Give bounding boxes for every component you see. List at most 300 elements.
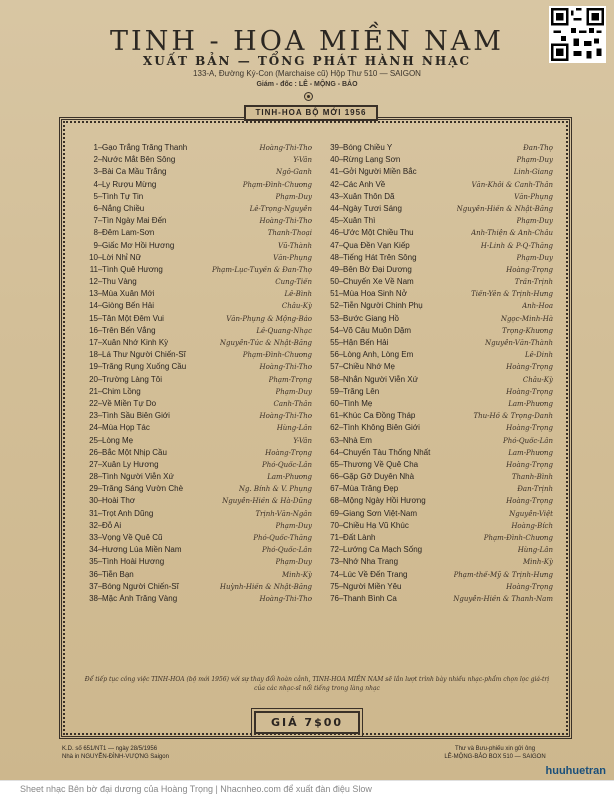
- song-list-item: [84, 570, 312, 582]
- song-list-item: [84, 167, 312, 179]
- song-title: Lá Thư Người Chiến-Sĩ: [102, 350, 186, 360]
- song-author: Hùng-Lân: [517, 546, 553, 555]
- song-list-item: [84, 533, 312, 545]
- song-author: Phó-Quốc-Lân: [503, 436, 553, 445]
- song-title: Gạo Trắng Trăng Thanh: [102, 143, 188, 152]
- song-title: Lướng Ca Mạch Sống: [343, 545, 423, 555]
- song-title: Tình Không Biên Giới: [343, 423, 420, 433]
- dash-separator: –: [339, 545, 344, 555]
- song-author: Phạm-Trọng: [268, 375, 312, 384]
- song-number: 44: [330, 203, 339, 213]
- song-number: 25: [89, 435, 98, 445]
- dash-separator: –: [98, 386, 103, 396]
- song-number: 58: [330, 374, 339, 384]
- song-list-item: [84, 180, 312, 192]
- song-number: 66: [330, 472, 339, 482]
- dash-separator: –: [339, 167, 344, 177]
- song-number: 21: [89, 386, 98, 396]
- song-number: 42: [330, 179, 339, 189]
- song-list-left: [84, 143, 312, 606]
- song-author: Tiến-Yên & Trịnh-Hưng: [471, 290, 553, 299]
- dash-separator: –: [98, 496, 103, 506]
- song-number: 41: [330, 167, 339, 177]
- song-author: Lê-Dinh: [524, 351, 553, 360]
- song-author: Nguyễn-Hiền & Hà-Dũng: [222, 497, 312, 506]
- song-author: Phạm-Duy: [516, 253, 553, 262]
- song-author: Nguyễn-Hiền & Nhật-Bằng: [456, 204, 553, 213]
- song-list-item: [325, 301, 553, 313]
- song-list-item: [325, 167, 553, 179]
- song-number: 52: [330, 301, 339, 311]
- song-number: 27: [89, 459, 98, 469]
- song-title: Đất Lành: [343, 533, 376, 542]
- song-author: Anh-Thiện & Anh-Châu: [471, 229, 553, 238]
- song-title: Mùa Trăng Đẹp: [343, 484, 399, 494]
- dash-separator: –: [339, 447, 344, 457]
- song-author: Vũ-Thành: [277, 241, 312, 250]
- song-title: Bóng Chiều Y: [343, 143, 393, 152]
- song-number: 74: [330, 569, 339, 579]
- song-author: Hoàng-Thi-Thơ: [259, 412, 312, 421]
- song-number: 68: [330, 496, 339, 506]
- song-author: Y-Vân: [293, 436, 312, 445]
- song-number: 18: [89, 350, 98, 360]
- song-list-item: [325, 570, 553, 582]
- dash-separator: –: [339, 252, 344, 262]
- song-title: Giang Sơn Việt-Nam: [343, 508, 418, 518]
- dash-separator: –: [339, 386, 344, 396]
- song-list-item: [84, 411, 312, 423]
- song-list-item: [325, 460, 553, 472]
- song-number: 1: [93, 143, 98, 152]
- song-title: Bóng Người Chiến-Sĩ: [102, 581, 179, 591]
- song-author: Lam-Phương: [267, 473, 312, 482]
- song-number: 55: [330, 338, 339, 347]
- song-author: Văn-Phụng & Mộng-Bảo: [226, 314, 312, 323]
- song-author: Phó-Quốc-Lân: [262, 460, 312, 469]
- dash-separator: –: [339, 216, 344, 226]
- song-author: Nguyễn-Hiền & Thanh-Nam: [453, 594, 553, 603]
- song-title: Chuyến Xe Về Nam: [343, 277, 414, 287]
- song-author: Hoàng-Trọng: [506, 424, 553, 433]
- song-number: 54: [330, 325, 339, 335]
- song-title: Khúc Ca Đồng Tháp: [343, 411, 416, 421]
- song-number: 12: [89, 277, 98, 287]
- publisher-notice: Để tiếp tục công việc TINH-HOA (bộ mới 1956) với sự thay đổi hoàn cảnh, TINH-HOA MIỀN NAM sẽ lần lượt trình bày nhiều nhạc-phẩm chọn lọc giá-trị của các nhạc-sĩ nổi tiếng trong làng nhạc: [84, 676, 550, 692]
- song-list-item: [84, 545, 312, 557]
- song-list-item: [325, 314, 553, 326]
- song-number: 53: [330, 313, 339, 323]
- dash-separator: –: [339, 557, 344, 567]
- dash-separator: –: [98, 264, 103, 274]
- song-title: Trọt Anh Dũng: [102, 508, 154, 518]
- dash-separator: –: [339, 264, 344, 274]
- license-info: [62, 745, 169, 761]
- song-title: Tình Tự Tin: [102, 191, 144, 201]
- song-author: Ngô-Ganh: [276, 168, 312, 177]
- song-title: Chiều Hạ Vũ Khúc: [343, 520, 409, 530]
- song-list-item: [325, 228, 553, 240]
- song-list-item: [84, 521, 312, 533]
- song-author: Huỳnh-Hiền & Nhật-Bằng: [219, 582, 312, 591]
- dash-separator: –: [339, 569, 344, 579]
- dash-separator: –: [339, 191, 344, 201]
- song-title: Chiều Nhớ Mẹ: [343, 362, 395, 372]
- song-number: 5: [93, 191, 98, 201]
- song-author: Văn-Phụng: [514, 192, 553, 201]
- song-number: 60: [330, 398, 339, 408]
- dash-separator: –: [339, 423, 344, 433]
- license-number: K.D. số 651/NT1 — ngày 28/5/1956: [62, 746, 158, 752]
- song-author: Hoàng-Thi-Thơ: [259, 363, 312, 372]
- dash-separator: –: [98, 301, 103, 311]
- song-number: 67: [330, 484, 339, 494]
- song-author: Hoàng-Thi-Thơ: [259, 144, 312, 152]
- song-author: Ngọc-Minh-Hà: [500, 314, 553, 323]
- song-number: 45: [330, 216, 339, 226]
- dash-separator: –: [98, 313, 103, 323]
- song-number: 49: [330, 264, 339, 274]
- song-number: 69: [330, 508, 339, 518]
- publisher-director: Giám - đốc : LÊ - MỘNG - BẢO: [256, 81, 358, 88]
- song-author: Châu-Kỳ: [281, 302, 312, 311]
- dash-separator: –: [98, 435, 103, 445]
- price-box: GIÁ 7$00: [254, 711, 360, 734]
- song-title: Thương Về Quê Cha: [343, 459, 419, 469]
- song-list-item: [84, 241, 312, 253]
- song-list-item: [84, 484, 312, 496]
- dash-separator: –: [98, 179, 103, 189]
- dash-separator: –: [339, 203, 344, 213]
- song-list-item: [84, 509, 312, 521]
- dash-separator: –: [98, 338, 103, 347]
- dash-separator: –: [339, 411, 344, 421]
- dash-separator: –: [339, 593, 344, 603]
- song-author: Thu-Hồ & Trọng-Danh: [473, 412, 553, 421]
- song-number: 35: [89, 557, 98, 567]
- song-list-item: [325, 545, 553, 557]
- song-author: Phạm-Duy: [275, 558, 312, 567]
- song-number: 19: [89, 362, 98, 372]
- dash-separator: –: [339, 484, 344, 494]
- song-list-item: [84, 448, 312, 460]
- dash-separator: –: [98, 228, 103, 238]
- song-title: Bắc Một Nhịp Cầu: [102, 447, 167, 457]
- song-title: Tình Người Viễn Xứ: [102, 472, 174, 482]
- song-number: 6: [93, 203, 98, 213]
- song-number: 32: [89, 520, 98, 530]
- dash-separator: –: [339, 581, 344, 591]
- song-number: 26: [89, 447, 98, 457]
- song-title: Thanh Bình Ca: [343, 593, 397, 603]
- song-number: 71: [330, 533, 339, 542]
- song-number: 39: [330, 143, 339, 152]
- contact-line: Thư và Bưu-phiếu xin gửi ông: [454, 746, 536, 752]
- song-number: 72: [330, 545, 339, 555]
- song-title: Nhà Em: [343, 435, 372, 445]
- song-list-item: [84, 496, 312, 508]
- song-list-item: [325, 277, 553, 289]
- song-number: 30: [89, 496, 98, 506]
- song-title: Mộng Ngày Hồi Hương: [343, 496, 426, 506]
- dash-separator: –: [98, 472, 103, 482]
- dash-separator: –: [98, 447, 103, 457]
- publisher-address: 133-A, Đường Ký-Con (Marchaise cũ) Hộp Thư 510 — SAIGON: [193, 69, 421, 78]
- dash-separator: –: [339, 179, 344, 189]
- song-author: Đan-Trịnh: [517, 485, 553, 494]
- song-title: Người Miền Yêu: [343, 581, 402, 591]
- song-author: Lê-Quang-Nhạc: [256, 326, 312, 335]
- song-title: Tân Một Đêm Vui: [102, 313, 164, 323]
- song-title: Tình Sầu Biên Giới: [102, 411, 170, 421]
- song-number: 22: [89, 398, 98, 408]
- dash-separator: –: [339, 228, 344, 238]
- song-list-item: [325, 582, 553, 594]
- publisher-title: TINH - HOA MIỀN NAM: [110, 26, 504, 57]
- song-number: 24: [89, 423, 98, 433]
- song-number: 75: [330, 581, 339, 591]
- song-title: Thu Vàng: [102, 277, 137, 287]
- song-list-item: [325, 265, 553, 277]
- dash-separator: –: [98, 398, 103, 408]
- song-number: 33: [89, 533, 98, 542]
- song-list-item: [84, 436, 312, 448]
- song-author: Thanh-Bình: [511, 473, 553, 482]
- dash-separator: –: [98, 520, 103, 530]
- song-title: Chuyến Tàu Thống Nhất: [343, 447, 431, 457]
- song-number: 7: [93, 216, 98, 226]
- song-author: Phó-Quốc-Lân: [262, 546, 312, 555]
- dash-separator: –: [339, 520, 344, 530]
- song-title: Trăng Lên: [343, 386, 380, 396]
- song-list-item: [325, 204, 553, 216]
- song-list-item: [84, 301, 312, 313]
- song-author: Hoàng-Trọng: [506, 497, 553, 506]
- song-author: Hoàng-Trọng: [506, 265, 553, 274]
- song-list-item: [84, 423, 312, 435]
- song-title: Đêm Lam-Sơn: [102, 228, 155, 238]
- dash-separator: –: [339, 435, 344, 445]
- song-number: 50: [330, 277, 339, 287]
- song-list-item: [84, 143, 312, 155]
- song-title: Xuân Thì: [343, 216, 376, 226]
- dash-separator: –: [98, 374, 103, 384]
- song-list-item: [325, 350, 553, 362]
- song-author: Cung-Tiến: [275, 278, 312, 287]
- song-list-item: [325, 399, 553, 411]
- song-list-item: [325, 594, 553, 606]
- dash-separator: –: [339, 472, 344, 482]
- song-title: Mùa Họp Tác: [102, 423, 150, 433]
- caption-bar: [0, 780, 614, 799]
- song-list-item: [84, 326, 312, 338]
- song-author: H-Linh & P-Q-Thăng: [480, 241, 553, 250]
- song-number: 51: [330, 289, 339, 299]
- song-list-item: [325, 557, 553, 569]
- dash-separator: –: [339, 155, 344, 165]
- song-author: Hoàng-Thi-Thơ: [259, 217, 312, 226]
- song-list-item: [84, 277, 312, 289]
- dash-separator: –: [339, 508, 344, 518]
- contact-info: [420, 745, 570, 761]
- caption-text: Sheet nhạc Bên bờ đại dương của Hoàng Trọng | Nhacnheo.com để xuất đàn điệu Slow: [20, 784, 372, 794]
- song-number: 37: [89, 581, 98, 591]
- song-title: Mùa Xuân Mới: [102, 289, 155, 299]
- song-author: Thanh-Thoại: [267, 229, 312, 238]
- song-title: Lòng Mẹ: [102, 435, 134, 445]
- song-list-item: [325, 533, 553, 545]
- song-number: 57: [330, 362, 339, 372]
- song-number: 11: [89, 264, 98, 274]
- song-title: Tiếng Hát Trên Sông: [343, 252, 417, 262]
- song-list-item: [84, 314, 312, 326]
- song-title: Vọng Về Quê Cũ: [102, 533, 163, 542]
- song-title: Trăng Rụng Xuống Cầu: [102, 362, 187, 372]
- song-list-item: [84, 460, 312, 472]
- song-number: 34: [89, 545, 98, 555]
- song-title: Nhớ Nha Trang: [343, 557, 399, 567]
- song-author: Lê-Bình: [284, 290, 312, 299]
- song-list-item: [325, 241, 553, 253]
- song-number: 8: [93, 228, 98, 238]
- song-author: Phạm-Đình-Chương: [242, 180, 312, 189]
- dash-separator: –: [98, 411, 103, 421]
- song-title: Giòng Bến Hải: [102, 301, 155, 311]
- song-list-item: [325, 472, 553, 484]
- song-number: 63: [330, 435, 339, 445]
- song-title: Tìn Ngày Mai Đến: [102, 216, 167, 226]
- song-author: Nguyễn-Túc & Nhật-Bằng: [219, 339, 312, 347]
- dash-separator: –: [98, 289, 103, 299]
- dash-separator: –: [98, 569, 103, 579]
- song-title: Lúc Về Đến Trang: [343, 569, 408, 579]
- song-title: Bước Giang Hồ: [343, 313, 399, 323]
- dash-separator: –: [98, 203, 103, 213]
- song-author: Châu-Kỳ: [522, 375, 553, 384]
- song-list-item: [325, 387, 553, 399]
- song-title: Qua Đền Vạn Kiếp: [343, 240, 410, 250]
- song-number: 16: [89, 325, 98, 335]
- song-list-item: [84, 350, 312, 362]
- ornament-icon: [304, 92, 313, 101]
- song-list-item: [325, 521, 553, 533]
- song-title: Hận Bến Hải: [343, 338, 389, 347]
- song-author: Phạm-Duy: [275, 192, 312, 201]
- song-author: Lam-Phương: [508, 448, 553, 457]
- song-list-item: [84, 375, 312, 387]
- song-number: 48: [330, 252, 339, 262]
- song-title: Giấc Mơ Hồi Hương: [102, 240, 175, 250]
- song-author: Phạm-Duy: [275, 521, 312, 530]
- dash-separator: –: [98, 350, 103, 360]
- song-list-item: [84, 594, 312, 606]
- song-number: 62: [330, 423, 339, 433]
- song-title: Gởi Người Miền Bắc: [343, 167, 417, 177]
- song-title: Trường Làng Tôi: [102, 374, 162, 384]
- dash-separator: –: [98, 167, 103, 177]
- song-title: Về Miền Tự Do: [102, 398, 157, 408]
- publisher-subtitle: XUẤT BẢN — TỔNG PHÁT HÀNH NHẠC: [142, 54, 472, 68]
- watermark: huuhuetran: [545, 765, 606, 777]
- song-number: 4: [93, 179, 98, 189]
- song-number: 56: [330, 350, 339, 360]
- song-list-item: [325, 143, 553, 155]
- song-number: 65: [330, 459, 339, 469]
- song-title: Tình Quê Hương: [102, 264, 163, 274]
- song-list-item: [325, 496, 553, 508]
- song-title: Võ Câu Muôn Dặm: [343, 325, 412, 335]
- song-list-item: [84, 228, 312, 240]
- printer-name: Nhà in NGUYỄN-ĐÌNH-VƯỢNG Saigon: [62, 754, 169, 760]
- song-number: 23: [89, 411, 98, 421]
- song-number: 46: [330, 228, 339, 238]
- song-list-item: [84, 362, 312, 374]
- song-author: Nguyễn-Văn-Thành: [485, 339, 553, 347]
- song-list-item: [84, 387, 312, 399]
- song-list-item: [325, 375, 553, 387]
- song-list-item: [325, 423, 553, 435]
- song-list-item: [84, 557, 312, 569]
- song-author: Hoàng-Trọng: [265, 448, 312, 457]
- dash-separator: –: [339, 313, 344, 323]
- song-title: Tình Hoài Hương: [102, 557, 165, 567]
- song-number: 73: [330, 557, 339, 567]
- song-author: Hoàng-Trọng: [506, 460, 553, 469]
- song-author: Canh-Thân: [273, 399, 312, 408]
- song-list-item: [325, 326, 553, 338]
- song-author: Trọng-Khương: [501, 326, 553, 335]
- dash-separator: –: [339, 143, 344, 152]
- song-list-title: TINH-HOA BỘ MỚI 1956: [244, 105, 378, 121]
- dash-separator: –: [98, 155, 103, 165]
- dash-separator: –: [98, 484, 103, 494]
- song-title: Lòng Anh, Lòng Em: [343, 350, 414, 360]
- song-list-item: [84, 253, 312, 265]
- song-title: Nắng Chiều: [102, 203, 145, 213]
- dash-separator: –: [98, 325, 103, 335]
- song-title: Đỗ Ai: [102, 520, 122, 530]
- dash-separator: –: [98, 423, 103, 433]
- contact-address: LÊ-MỘNG-BẢO BOX 510 — SAIGON: [444, 754, 546, 760]
- song-number: 15: [89, 313, 98, 323]
- song-author: Phó-Quốc-Thăng: [253, 534, 312, 542]
- song-number: 2: [93, 155, 98, 165]
- song-author: Hoàng-Trọng: [506, 582, 553, 591]
- song-number: 47: [330, 240, 339, 250]
- song-list-item: [325, 192, 553, 204]
- song-title: Ly Rượu Mừng: [102, 179, 157, 189]
- song-number: 28: [89, 472, 98, 482]
- song-author: Hoàng-Thi-Thơ: [259, 594, 312, 603]
- song-number: 59: [330, 386, 339, 396]
- song-title: Ước Một Chiều Thu: [343, 228, 414, 238]
- song-author: Văn-Khôi & Canh-Thân: [471, 180, 553, 189]
- song-author: Linh-Giang: [513, 168, 553, 177]
- song-title: Tiễn Người Chinh Phụ: [343, 301, 423, 311]
- song-number: 40: [330, 155, 339, 165]
- dash-separator: –: [98, 545, 103, 555]
- dash-separator: –: [339, 362, 344, 372]
- dash-separator: –: [98, 252, 103, 262]
- song-title: Xuân Thôn Dã: [343, 191, 395, 201]
- song-author: Anh-Hoa: [522, 302, 553, 311]
- song-author: Trịnh-Văn-Ngân: [255, 509, 312, 518]
- dash-separator: –: [98, 240, 103, 250]
- dash-separator: –: [339, 459, 344, 469]
- song-author: Minh-Kỳ: [523, 558, 553, 567]
- song-list-item: [84, 192, 312, 204]
- song-list-item: [325, 155, 553, 167]
